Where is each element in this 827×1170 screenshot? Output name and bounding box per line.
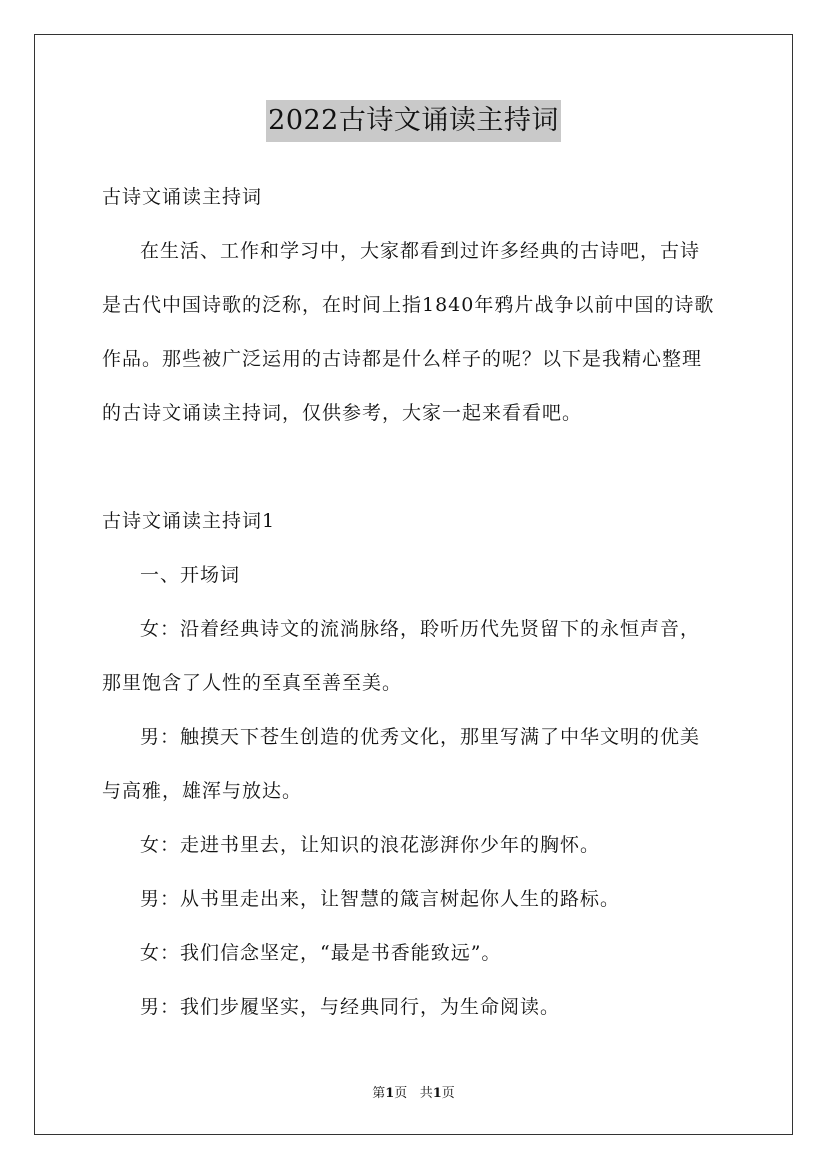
dialogue-3: 女：走进书里去，让知识的浪花澎湃你少年的胸怀。 — [140, 834, 601, 856]
total-prefix: 共 — [419, 1086, 433, 1101]
document-title: 2022古诗文诵读主持词 — [266, 100, 561, 142]
dialogue-6: 男：我们步履坚实，与经典同行，为生命阅读。 — [140, 996, 561, 1018]
intro-line-4: 的古诗文诵读主持词，仅供参考，大家一起来看看吧。 — [102, 402, 583, 424]
title-container — [0, 100, 827, 142]
section-title: 古诗文诵读主持词1 — [102, 510, 276, 532]
intro-line-3: 作品。那些被广泛运用的古诗都是什么样子的呢？以下是我精心整理 — [102, 348, 703, 370]
dialogue-4: 男：从书里走出来，让智慧的箴言树起你人生的路标。 — [140, 888, 621, 910]
dialogue-1-line-2: 那里饱含了人性的至真至善至美。 — [102, 672, 403, 694]
dialogue-1-line-1: 女：沿着经典诗文的流淌脉络，聆听历代先贤留下的永恒声音， — [140, 618, 701, 640]
dialogue-2-line-2: 与高雅，雄浑与放达。 — [102, 780, 303, 802]
dialogue-5: 女：我们信念坚定，“最是书香能致远”。 — [140, 942, 502, 964]
page-number: 1 — [385, 1086, 395, 1101]
intro-line-1: 在生活、工作和学习中，大家都看到过许多经典的古诗吧，古诗 — [140, 240, 701, 262]
page-prefix: 第 — [372, 1086, 386, 1101]
document-body — [102, 170, 728, 1034]
dialogue-2-line-1: 男：触摸天下苍生创造的优秀文化，那里写满了中华文明的优美 — [140, 726, 701, 748]
total-suffix: 页 — [441, 1086, 455, 1101]
page-footer — [0, 1082, 827, 1101]
section-heading: 一、开场词 — [140, 564, 241, 586]
total-pages: 1 — [432, 1086, 442, 1101]
document-subtitle: 古诗文诵读主持词 — [102, 186, 263, 208]
intro-line-2: 是古代中国诗歌的泛称，在时间上指1840年鸦片战争以前中国的诗歌 — [102, 294, 715, 316]
paragraph-gap — [102, 440, 728, 494]
page-suffix: 页 — [394, 1086, 408, 1101]
